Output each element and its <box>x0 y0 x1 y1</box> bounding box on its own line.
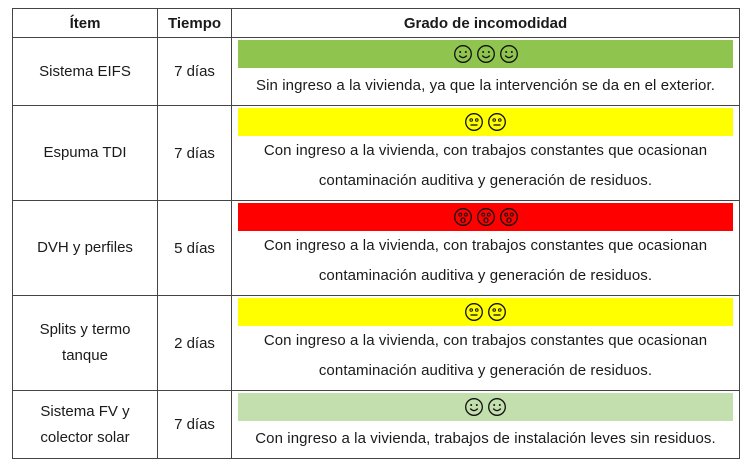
table-row <box>13 201 740 296</box>
item-label: Sistema EIFS <box>39 62 131 80</box>
item-label: Splits y termo <box>39 321 131 338</box>
grado-cell <box>232 38 740 106</box>
incomodidad-table <box>12 8 740 459</box>
item-label: Espuma TDI <box>43 144 127 161</box>
smiley-neutral-icon <box>464 112 484 132</box>
tiempo-cell: 2 días <box>158 296 232 391</box>
header-item: Ítem <box>13 9 158 38</box>
item-cell <box>13 38 158 106</box>
descripcion-text: Con ingreso a la vivienda, con trabajos constantes que ocasionan <box>263 142 708 159</box>
smiley-happy-icon <box>476 44 496 64</box>
table-row <box>13 296 740 391</box>
smiley-shocked-icon <box>476 207 496 227</box>
item-cell <box>13 201 158 296</box>
item-label: tanque <box>62 347 108 364</box>
item-cell <box>13 296 158 391</box>
item-label: Sistema FV y <box>40 402 130 420</box>
header-row <box>13 9 740 38</box>
comfort-bar <box>238 393 733 421</box>
smiley-happy-icon <box>487 397 507 417</box>
table-row <box>13 38 740 106</box>
table-row <box>13 391 740 459</box>
descripcion-text: contaminación auditiva y generación de residuos. <box>318 362 653 379</box>
smiley-neutral-icon <box>487 302 507 322</box>
tiempo-cell: 5 días <box>158 201 232 296</box>
smiley-shocked-icon <box>499 207 519 227</box>
tiempo-cell: 7 días <box>158 391 232 459</box>
descripcion-text: Sin ingreso a la vivienda, ya que la intervención se da en el exterior. <box>255 77 716 94</box>
smiley-shocked-icon <box>453 207 473 227</box>
comfort-bar <box>238 40 733 68</box>
descripcion-text: Con ingreso a la vivienda, trabajos de instalación leves sin residuos. <box>255 430 716 447</box>
descripcion-text: contaminación auditiva y generación de residuos. <box>318 172 653 189</box>
header-tiempo: Tiempo <box>158 9 232 38</box>
comfort-bar <box>238 108 733 136</box>
header-grado: Grado de incomodidad <box>232 9 740 38</box>
table-row <box>13 106 740 201</box>
descripcion-text: Con ingreso a la vivienda, con trabajos constantes que ocasionan <box>263 332 708 349</box>
tiempo-cell: 7 días <box>158 106 232 201</box>
smiley-neutral-icon <box>464 302 484 322</box>
item-label: DVH y perfiles <box>37 239 133 256</box>
grado-cell <box>232 201 740 296</box>
grado-cell <box>232 391 740 459</box>
descripcion-text: Con ingreso a la vivienda, con trabajos constantes que ocasionan <box>263 237 708 254</box>
grado-cell <box>232 106 740 201</box>
item-cell <box>13 391 158 459</box>
comfort-bar <box>238 298 733 326</box>
smiley-happy-icon <box>453 44 473 64</box>
smiley-happy-icon <box>464 397 484 417</box>
item-label: colector solar <box>40 428 130 446</box>
smiley-happy-icon <box>499 44 519 64</box>
tiempo-cell: 7 días <box>158 38 232 106</box>
descripcion-text: contaminación auditiva y generación de residuos. <box>318 267 653 284</box>
item-cell <box>13 106 158 201</box>
grado-cell <box>232 296 740 391</box>
comfort-bar <box>238 203 733 231</box>
smiley-neutral-icon <box>487 112 507 132</box>
